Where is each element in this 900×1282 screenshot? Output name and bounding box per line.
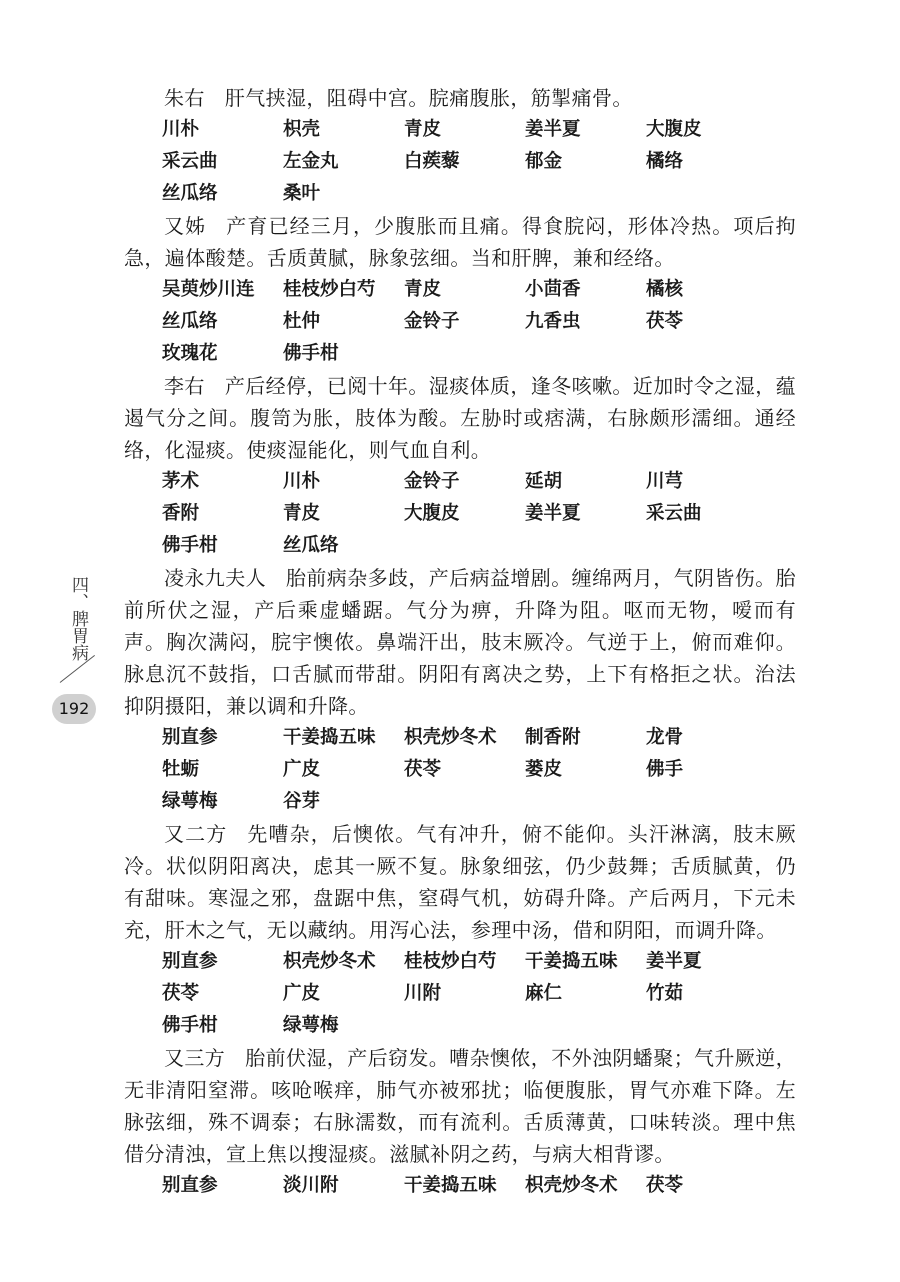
prescription-block (124, 466, 796, 562)
prescription-block (124, 722, 796, 818)
herb-item: 大腹皮 (646, 119, 702, 140)
case-paragraph (124, 210, 796, 274)
prescription-row (124, 722, 796, 754)
herb-item: 别直参 (162, 951, 218, 972)
herb-item: 佛手柑 (162, 535, 218, 556)
chapter-side-label: 四、脾胃病 (68, 576, 88, 661)
herb-item: 青皮 (404, 119, 442, 140)
herb-item: 绿萼梅 (162, 791, 218, 812)
herb-item: 蒌皮 (525, 759, 563, 780)
herb-item: 丝瓜络 (162, 183, 218, 204)
herb-item: 枳壳 (283, 119, 321, 140)
herb-item: 谷芽 (283, 791, 321, 812)
prescription-block (124, 274, 796, 370)
herb-item: 干姜捣五味 (404, 1175, 497, 1196)
case-paragraph (124, 562, 796, 722)
herb-item: 麻仁 (525, 983, 563, 1004)
prescription-row (124, 530, 796, 562)
herb-item: 姜半夏 (646, 951, 702, 972)
herb-item: 佛手柑 (283, 343, 339, 364)
case-description: 产育已经三月，少腹胀而且痛。得食脘闷，形体冷热。项后拘急，遍体酸楚。舌质黄腻，脉象弦细。当和肝脾，兼和经络。 (124, 214, 796, 270)
herb-item: 大腹皮 (404, 503, 460, 524)
herb-item: 采云曲 (162, 151, 218, 172)
herb-item: 龙骨 (646, 727, 684, 748)
herb-item: 佛手 (646, 759, 684, 780)
herb-item: 别直参 (162, 1175, 218, 1196)
prescription-row (124, 306, 796, 338)
herb-item: 广皮 (283, 983, 321, 1004)
prescription-row (124, 338, 796, 370)
page-number-badge: 192 (52, 694, 96, 724)
case-paragraph (124, 82, 796, 114)
case-paragraph (124, 818, 796, 946)
prescription-row (124, 146, 796, 178)
prescription-block (124, 1170, 796, 1202)
herb-item: 枳壳炒冬术 (525, 1175, 618, 1196)
herb-item: 左金丸 (283, 151, 339, 172)
herb-item: 金铃子 (404, 471, 460, 492)
herb-item: 川附 (404, 983, 442, 1004)
herb-item: 广皮 (283, 759, 321, 780)
herb-item: 茯苓 (162, 983, 200, 1004)
page-content (124, 82, 796, 1202)
case-description: 胎前伏湿，产后窃发。嘈杂懊侬，不外浊阴蟠聚；气升厥逆，无非清阳窒滞。咳呛喉痒，肺气亦被邪扰；临便腹胀，胃气亦难下降。左脉弦细，殊不调泰；右脉濡数，而有流利。舌质薄黄，口味转淡。理中焦借分清浊，宣上焦以搜湿痰。滋腻补阴之药，与病大相背谬。 (124, 1046, 797, 1166)
herb-item: 制香附 (525, 727, 581, 748)
herb-item: 丝瓜络 (162, 311, 218, 332)
herb-item: 川朴 (283, 471, 321, 492)
case-description: 产后经停，已阅十年。湿痰体质，逢冬咳嗽。近加时令之湿，蕴遏气分之间。腹笥为胀，肢体为酸。左胁时或痞满，右脉颇形濡细。通经络，化湿痰。使痰湿能化，则气血自利。 (124, 374, 797, 462)
herb-item: 玫瑰花 (162, 343, 218, 364)
herb-item: 白蒺藜 (404, 151, 460, 172)
prescription-row (124, 786, 796, 818)
case-patient-name: 又三方 (164, 1046, 226, 1070)
herb-item: 橘核 (646, 279, 684, 300)
prescription-row (124, 466, 796, 498)
herb-item: 竹茹 (646, 983, 684, 1004)
herb-item: 采云曲 (646, 503, 702, 524)
herb-item: 杜仲 (283, 311, 321, 332)
prescription-block (124, 114, 796, 210)
prescription-row (124, 1170, 796, 1202)
herb-item: 茅术 (162, 471, 200, 492)
herb-item: 小茴香 (525, 279, 581, 300)
case-description: 先嘈杂，后懊侬。气有冲升，俯不能仰。头汗淋漓，肢末厥冷。状似阴阳离决，虑其一厥不复。脉象细弦，仍少鼓舞；舌质腻黄，仍有甜味。寒湿之邪，盘踞中焦，窒碍气机，妨碍升降。产后两月，下元未充，肝木之气，无以藏纳。用泻心法，参理中汤，借和阴阳，而调升降。 (124, 822, 796, 942)
herb-item: 桑叶 (283, 183, 321, 204)
prescription-row (124, 946, 796, 978)
herb-item: 青皮 (404, 279, 442, 300)
herb-item: 干姜捣五味 (525, 951, 618, 972)
prescription-block (124, 946, 796, 1042)
case-patient-name: 又二方 (164, 822, 228, 846)
herb-item: 丝瓜络 (283, 535, 339, 556)
prescription-row (124, 1010, 796, 1042)
prescription-row (124, 498, 796, 530)
herb-item: 郁金 (525, 151, 563, 172)
herb-item: 枳壳炒冬术 (404, 727, 497, 748)
herb-item: 淡川附 (283, 1175, 339, 1196)
herb-item: 青皮 (283, 503, 321, 524)
herb-item: 茯苓 (646, 311, 684, 332)
case-patient-name: 凌永九夫人 (164, 566, 266, 590)
herb-item: 九香虫 (525, 311, 581, 332)
case-patient-name: 朱右 (164, 86, 205, 110)
herb-item: 牡蛎 (162, 759, 200, 780)
herb-item: 枳壳炒冬术 (283, 951, 376, 972)
herb-item: 茯苓 (646, 1175, 684, 1196)
herb-item: 茯苓 (404, 759, 442, 780)
case-description: 胎前病杂多歧，产后病益增剧。缠绵两月，气阴皆伤。胎前所伏之湿，产后乘虚蟠踞。气分为痹，升降为阻。呕而无物，嗳而有声。胸次满闷，脘宇懊侬。鼻端汗出，肢末厥冷。气逆于上，俯而难仰。脉息沉不鼓指，口舌腻而带甜。阴阳有离决之势，上下有格拒之状。治法抑阴摄阳，兼以调和升降。 (124, 566, 796, 718)
prescription-row (124, 978, 796, 1010)
herb-item: 佛手柑 (162, 1015, 218, 1036)
herb-item: 川朴 (162, 119, 200, 140)
herb-item: 干姜捣五味 (283, 727, 376, 748)
herb-item: 延胡 (525, 471, 563, 492)
herb-item: 姜半夏 (525, 119, 581, 140)
herb-item: 川芎 (646, 471, 684, 492)
case-paragraph (124, 370, 796, 466)
case-paragraph (124, 1042, 796, 1170)
herb-item: 橘络 (646, 151, 684, 172)
prescription-row (124, 274, 796, 306)
herb-item: 别直参 (162, 727, 218, 748)
herb-item: 金铃子 (404, 311, 460, 332)
herb-item: 桂枝炒白芍 (283, 279, 376, 300)
case-patient-name: 李右 (164, 374, 205, 398)
herb-item: 吴萸炒川连 (162, 279, 255, 300)
case-patient-name: 又姊 (164, 214, 207, 238)
herb-item: 绿萼梅 (283, 1015, 339, 1036)
herb-item: 姜半夏 (525, 503, 581, 524)
prescription-row (124, 178, 796, 210)
prescription-row (124, 114, 796, 146)
herb-item: 桂枝炒白芍 (404, 951, 497, 972)
case-description: 肝气挟湿，阻碍中宫。脘痛腹胀，筋掣痛骨。 (224, 86, 633, 110)
herb-item: 香附 (162, 503, 200, 524)
prescription-row (124, 754, 796, 786)
